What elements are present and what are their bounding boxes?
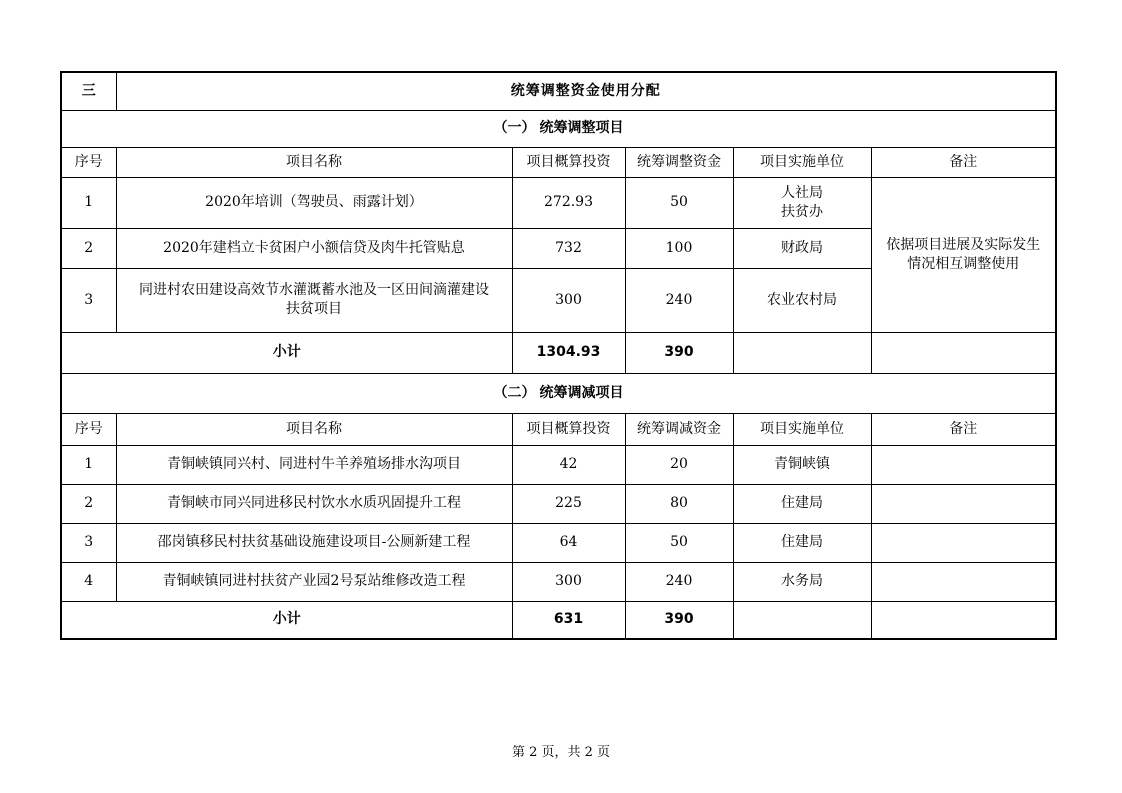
subtotal-unit-empty [733,332,871,373]
subtotal-note-empty [871,332,1056,373]
row-invest: 300 [512,268,625,332]
header-name: 项目名称 [116,413,512,445]
row-seq: 2 [61,228,116,268]
subtotal-note-empty [871,601,1056,639]
group1-note-line1: 依据项目进展及实际发生 [886,236,1041,253]
header-note: 备注 [871,147,1056,177]
allocation-table [60,71,1057,640]
row-invest: 732 [512,228,625,268]
group1-number: （一） [493,120,536,136]
section-number: 三 [61,72,116,110]
row-seq: 3 [61,268,116,332]
group2-header-row [61,413,1056,445]
row-seq: 2 [61,484,116,523]
table-row [61,523,1056,562]
header-unit: 项目实施单位 [733,413,871,445]
row-fund: 50 [625,177,733,228]
table-row [61,484,1056,523]
row-name: 青铜峡镇同进村扶贫产业园2号泵站维修改造工程 [116,562,512,601]
row-fund: 240 [625,268,733,332]
group1-header-row [61,147,1056,177]
row-name-line2: 扶贫项目 [286,301,342,317]
row-unit-line1: 人社局 [781,184,823,201]
row-invest: 225 [512,484,625,523]
row-name-line1: 同进村农田建设高效节水灌溉蓄水池及一区田间滴灌建设 [139,282,489,298]
row-fund: 20 [625,445,733,484]
row-name: 2020年培训（驾驶员、雨露计划） [116,177,512,228]
row-seq: 3 [61,523,116,562]
subtotal-label: 小计 [61,332,512,373]
subtotal-invest: 1304.93 [512,332,625,373]
row-invest: 64 [512,523,625,562]
group2-label [61,373,1056,413]
row-note-empty [871,484,1056,523]
row-unit: 青铜峡镇 [733,445,871,484]
group1-note-line2: 情况相互调整使用 [907,255,1020,272]
subtotal-unit-empty [733,601,871,639]
row-unit: 住建局 [733,523,871,562]
subtotal-invest: 631 [512,601,625,639]
group1-label-row [61,110,1056,147]
row-unit [733,177,871,228]
row-name: 2020年建档立卡贫困户小额信贷及肉牛托管贴息 [116,228,512,268]
row-invest: 42 [512,445,625,484]
row-invest: 300 [512,562,625,601]
subtotal-label: 小计 [61,601,512,639]
header-unit: 项目实施单位 [733,147,871,177]
row-fund: 240 [625,562,733,601]
row-seq: 1 [61,445,116,484]
group2-title: 统筹调减项目 [539,384,624,401]
section-title-row [61,72,1056,110]
header-invest: 项目概算投资 [512,413,625,445]
row-unit: 农业农村局 [733,268,871,332]
header-name: 项目名称 [116,147,512,177]
row-name: 青铜峡镇同兴村、同进村牛羊养殖场排水沟项目 [116,445,512,484]
header-note: 备注 [871,413,1056,445]
section-title: 统筹调整资金使用分配 [116,72,1056,110]
row-seq: 1 [61,177,116,228]
header-invest: 项目概算投资 [512,147,625,177]
row-unit-line2: 扶贫办 [781,203,823,220]
group2-subtotal-row [61,601,1056,639]
row-seq: 4 [61,562,116,601]
group1-label [61,110,1056,147]
page-footer: 第 2 页，共 2 页 [511,745,611,760]
table-row [61,177,1056,228]
row-unit: 住建局 [733,484,871,523]
row-note-empty [871,445,1056,484]
row-fund: 80 [625,484,733,523]
subtotal-fund: 390 [625,332,733,373]
group2-label-row [61,373,1056,413]
row-note-empty [871,523,1056,562]
header-fund: 统筹调整资金 [625,147,733,177]
row-name [116,268,512,332]
row-name: 邵岗镇移民村扶贫基础设施建设项目-公厕新建工程 [116,523,512,562]
group1-title: 统筹调整项目 [539,120,624,136]
subtotal-fund: 390 [625,601,733,639]
header-seq: 序号 [61,413,116,445]
row-name: 青铜峡市同兴同进移民村饮水水质巩固提升工程 [116,484,512,523]
group1-subtotal-row [61,332,1056,373]
group2-number: （二） [493,384,536,401]
row-fund: 50 [625,523,733,562]
header-seq: 序号 [61,147,116,177]
row-unit: 水务局 [733,562,871,601]
group1-note [871,177,1056,332]
row-unit: 财政局 [733,228,871,268]
table-row [61,562,1056,601]
row-note-empty [871,562,1056,601]
table-row [61,445,1056,484]
header-fund: 统筹调减资金 [625,413,733,445]
row-fund: 100 [625,228,733,268]
row-invest: 272.93 [512,177,625,228]
